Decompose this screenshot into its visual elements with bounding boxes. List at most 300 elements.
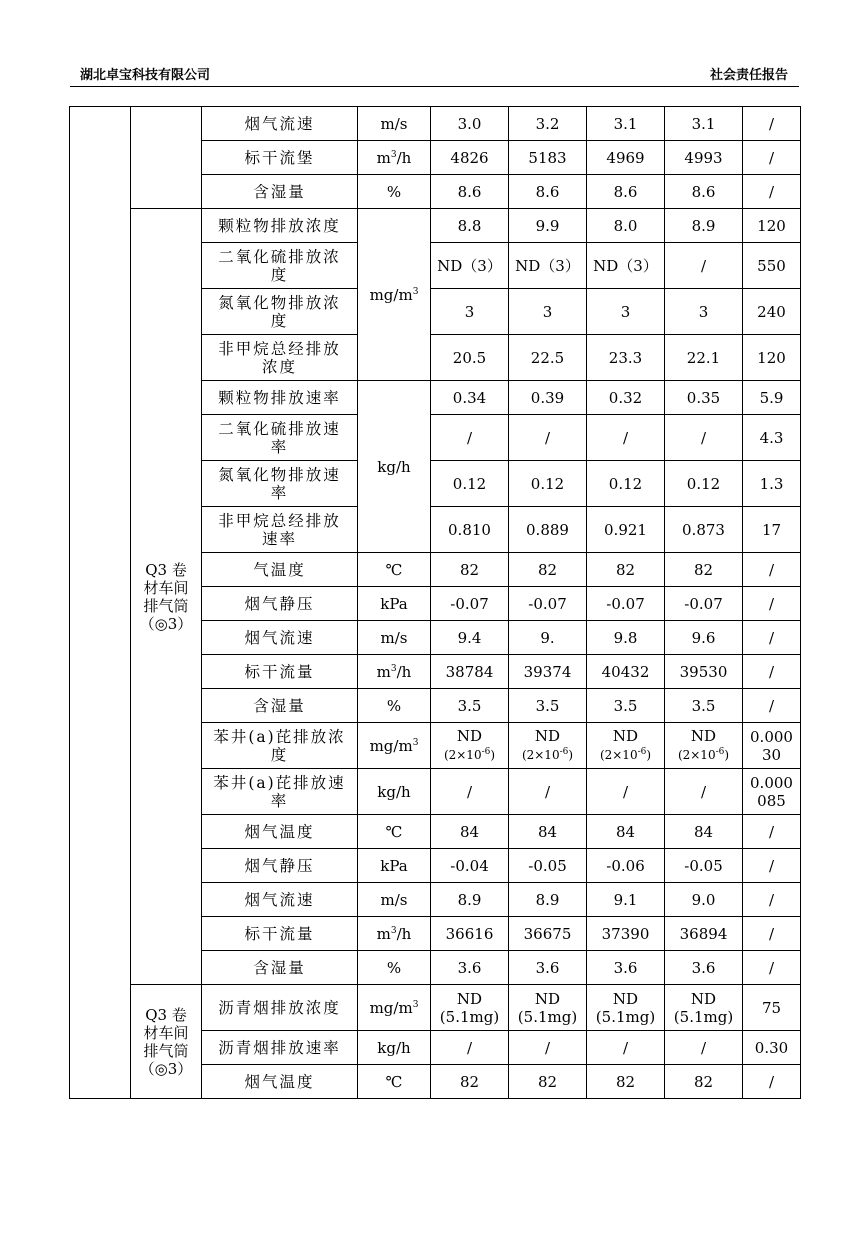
value-cell xyxy=(509,849,587,883)
cell-text: 085 xyxy=(757,791,786,810)
value-cell xyxy=(587,335,665,381)
cell-text: / xyxy=(768,890,775,909)
cell-text: -0.04 xyxy=(450,856,489,875)
cell-text: ND xyxy=(456,989,483,1008)
cell-text: kg/h xyxy=(377,457,411,476)
det-tail: ) xyxy=(568,748,574,762)
unit-cell xyxy=(358,951,431,985)
cell-text: 材车间 xyxy=(143,1023,189,1042)
value-cell xyxy=(665,951,743,985)
cell-text: -0.07 xyxy=(450,594,489,613)
cell-text: 烟气流速 xyxy=(244,114,315,133)
cell-text: 40432 xyxy=(601,662,650,681)
unit-cell xyxy=(358,621,431,655)
item-name xyxy=(202,381,358,415)
cell-text: 9.6 xyxy=(691,628,716,647)
value-cell xyxy=(431,1031,509,1065)
cell-text: 3.0 xyxy=(457,114,482,133)
cell-text: 3.5 xyxy=(691,696,716,715)
cell-text: m/s xyxy=(380,890,408,909)
value-cell xyxy=(665,289,743,335)
cell-text: 0.921 xyxy=(604,520,647,539)
cell-text: / xyxy=(544,428,551,447)
cell-text: 8.6 xyxy=(457,182,482,201)
nd-label: ND xyxy=(534,727,561,745)
cell-text: 烟气温度 xyxy=(244,822,315,841)
value-cell xyxy=(431,461,509,507)
cell-text: 率 xyxy=(270,483,289,502)
value-cell xyxy=(587,415,665,461)
cell-text: 率 xyxy=(270,791,289,810)
cell-text: / xyxy=(544,782,551,801)
limit-cell xyxy=(743,587,801,621)
value-cell xyxy=(509,621,587,655)
item-name xyxy=(202,769,358,815)
cell-text: 3.1 xyxy=(613,114,638,133)
detection-limit xyxy=(600,748,651,762)
unit-base: m xyxy=(376,148,391,167)
cell-text: -0.06 xyxy=(606,856,645,875)
limit-cell xyxy=(743,689,801,723)
cell-text: （◎3） xyxy=(139,1059,193,1078)
limit-cell xyxy=(743,849,801,883)
table-row xyxy=(70,985,801,1031)
value-cell xyxy=(431,381,509,415)
limit-cell xyxy=(743,985,801,1031)
header-report-title: 社会责任报告 xyxy=(709,68,788,83)
item-name xyxy=(202,553,358,587)
table-row xyxy=(70,107,801,141)
cell-text: 82 xyxy=(693,560,714,579)
cell-text: 苯井(a)芘排放速 xyxy=(213,773,346,792)
value-cell xyxy=(665,209,743,243)
cell-text: 速率 xyxy=(261,529,297,548)
cell-text: 氮氧化物排放速 xyxy=(218,465,341,484)
cell-text: 烟气静压 xyxy=(244,856,315,875)
value-cell xyxy=(431,849,509,883)
value-cell xyxy=(587,655,665,689)
value-cell xyxy=(431,655,509,689)
cell-text: 二氧化硫排放速 xyxy=(218,419,341,438)
cell-text: 非甲烷总经排放 xyxy=(218,339,341,358)
value-cell xyxy=(665,141,743,175)
limit-cell xyxy=(743,723,801,769)
unit-cell xyxy=(358,553,431,587)
det-text: (2×10 xyxy=(443,748,482,762)
cell-text: 120 xyxy=(757,348,786,367)
cell-text: 3 xyxy=(698,302,709,321)
unit-cell xyxy=(358,917,431,951)
value-cell xyxy=(665,381,743,415)
cell-text: 550 xyxy=(757,256,786,275)
value-cell xyxy=(587,209,665,243)
cell-text: 标干流堡 xyxy=(244,148,315,167)
cell-text: 8.6 xyxy=(613,182,638,201)
value-cell xyxy=(509,917,587,951)
cell-text: 率 xyxy=(270,437,289,456)
value-cell xyxy=(587,141,665,175)
limit-cell xyxy=(743,553,801,587)
value-cell xyxy=(431,723,509,769)
cell-text: 材车间 xyxy=(143,578,189,597)
cell-text: -0.07 xyxy=(684,594,723,613)
cell-text: 23.3 xyxy=(608,348,643,367)
det-text: (2×10 xyxy=(599,748,638,762)
value-cell xyxy=(587,621,665,655)
limit-cell xyxy=(743,815,801,849)
cell-text: 4.3 xyxy=(759,428,784,447)
cell-text: ND xyxy=(612,989,639,1008)
limit-cell xyxy=(743,243,801,289)
value-cell xyxy=(587,723,665,769)
cell-text: Q3 卷 xyxy=(145,1005,187,1024)
cell-text: 1.3 xyxy=(759,474,784,493)
limit-cell xyxy=(743,1065,801,1099)
cell-text: 3.6 xyxy=(691,958,716,977)
cell-text: 9.4 xyxy=(457,628,482,647)
cell-text: / xyxy=(700,1038,707,1057)
det-text: (2×10 xyxy=(521,748,560,762)
limit-cell xyxy=(743,883,801,917)
item-name xyxy=(202,587,358,621)
cell-text: 3.6 xyxy=(535,958,560,977)
value-cell xyxy=(509,553,587,587)
value-cell xyxy=(509,1031,587,1065)
cell-text: 37390 xyxy=(601,924,650,943)
cell-text: 5.9 xyxy=(759,388,784,407)
unit-tail: /h xyxy=(396,924,412,943)
blank-column xyxy=(70,107,131,1099)
cell-text: / xyxy=(700,428,707,447)
limit-cell xyxy=(743,769,801,815)
item-name xyxy=(202,1031,358,1065)
cell-text: / xyxy=(768,856,775,875)
value-cell xyxy=(431,587,509,621)
cell-text: 17 xyxy=(761,520,782,539)
det-exponent: -6 xyxy=(637,747,647,757)
cell-text: / xyxy=(768,696,775,715)
cell-text: 3.5 xyxy=(457,696,482,715)
value-cell xyxy=(665,415,743,461)
cell-text: 3.6 xyxy=(457,958,482,977)
limit-cell xyxy=(743,461,801,507)
cell-text: 8.9 xyxy=(535,890,560,909)
value-cell xyxy=(431,507,509,553)
cell-text: 含湿量 xyxy=(253,696,306,715)
cell-text: 0.32 xyxy=(608,388,643,407)
unit-base: m xyxy=(376,924,391,943)
value-cell xyxy=(431,335,509,381)
value-cell xyxy=(509,1065,587,1099)
value-cell xyxy=(587,107,665,141)
value-cell xyxy=(509,107,587,141)
item-name xyxy=(202,243,358,289)
item-name xyxy=(202,415,358,461)
cell-text: ℃ xyxy=(385,1072,403,1091)
value-cell xyxy=(587,507,665,553)
value-cell xyxy=(509,951,587,985)
value-cell xyxy=(431,289,509,335)
item-name xyxy=(202,655,358,689)
cell-text: 沥青烟排放速率 xyxy=(218,1038,341,1057)
cell-text: 36616 xyxy=(445,924,494,943)
value-cell xyxy=(587,917,665,951)
item-name xyxy=(202,507,358,553)
cell-text: 标干流量 xyxy=(244,662,315,681)
cell-text: 3 xyxy=(542,302,553,321)
cell-text: 浓度 xyxy=(261,357,297,376)
value-cell xyxy=(431,141,509,175)
cell-text: 9.0 xyxy=(691,890,716,909)
cell-text: 沥青烟排放浓度 xyxy=(218,998,341,1017)
cell-text: 9.9 xyxy=(535,216,560,235)
item-name xyxy=(202,849,358,883)
item-name xyxy=(202,175,358,209)
cell-text: Q3 卷 xyxy=(145,560,187,579)
limit-cell xyxy=(743,415,801,461)
value-cell xyxy=(665,553,743,587)
item-name xyxy=(202,985,358,1031)
unit-base: mg/m xyxy=(369,998,413,1017)
unit-base: m xyxy=(376,662,391,681)
cell-text: / xyxy=(768,148,775,167)
monitoring-table xyxy=(69,106,801,1099)
cell-text: 75 xyxy=(761,998,782,1017)
cell-text: 标干流量 xyxy=(244,924,315,943)
cell-text: 4993 xyxy=(684,148,723,167)
item-name xyxy=(202,335,358,381)
cell-text: ND xyxy=(690,989,717,1008)
cell-text: 3 xyxy=(464,302,475,321)
value-cell xyxy=(431,553,509,587)
cell-text: ℃ xyxy=(385,822,403,841)
cell-text: / xyxy=(700,782,707,801)
unit-cell xyxy=(358,1031,431,1065)
cell-text: ND（3） xyxy=(437,256,502,275)
unit-cell xyxy=(358,381,431,553)
cell-text: / xyxy=(622,1038,629,1057)
cell-text: 氮氧化物排放浓 xyxy=(218,293,341,312)
cell-text: 含湿量 xyxy=(253,182,306,201)
cell-text: / xyxy=(768,822,775,841)
value-cell xyxy=(587,381,665,415)
det-tail: ) xyxy=(724,748,730,762)
cell-text: 度 xyxy=(270,745,289,764)
unit-cell xyxy=(358,1065,431,1099)
item-name xyxy=(202,289,358,335)
value-cell xyxy=(587,985,665,1031)
cell-text: 0.000 xyxy=(750,773,793,792)
unit-superscript: 3 xyxy=(412,999,419,1010)
unit-tail: /h xyxy=(396,148,412,167)
cell-text: 0.000 xyxy=(750,727,793,746)
cell-text: 84 xyxy=(693,822,714,841)
blank-location xyxy=(131,107,202,209)
value-cell xyxy=(665,769,743,815)
value-cell xyxy=(431,689,509,723)
cell-text: kg/h xyxy=(377,1038,411,1057)
item-name xyxy=(202,141,358,175)
value-cell xyxy=(509,507,587,553)
item-name xyxy=(202,621,358,655)
cell-text: -0.05 xyxy=(528,856,567,875)
limit-cell xyxy=(743,335,801,381)
value-cell xyxy=(665,243,743,289)
item-name xyxy=(202,461,358,507)
value-cell xyxy=(665,1065,743,1099)
cell-text: 36675 xyxy=(523,924,572,943)
unit-cell xyxy=(358,769,431,815)
value-cell xyxy=(665,107,743,141)
unit-base: mg/m xyxy=(369,285,413,304)
value-cell xyxy=(431,243,509,289)
limit-cell xyxy=(743,381,801,415)
value-cell xyxy=(665,335,743,381)
cell-text: 二氧化硫排放浓 xyxy=(218,247,341,266)
value-cell xyxy=(587,243,665,289)
limit-cell xyxy=(743,289,801,335)
cell-text: 0.889 xyxy=(526,520,569,539)
value-cell xyxy=(509,985,587,1031)
value-cell xyxy=(665,655,743,689)
value-cell xyxy=(587,175,665,209)
cell-text: 3.2 xyxy=(535,114,560,133)
cell-text: 82 xyxy=(459,560,480,579)
cell-text: 36894 xyxy=(679,924,728,943)
cell-text: 烟气流速 xyxy=(244,890,315,909)
cell-text: 颗粒物排放浓度 xyxy=(218,216,341,235)
value-cell xyxy=(431,1065,509,1099)
location-cell xyxy=(131,209,202,985)
unit-base: mg/m xyxy=(369,736,413,755)
cell-text: 3.5 xyxy=(535,696,560,715)
value-cell xyxy=(587,1065,665,1099)
cell-text: 84 xyxy=(537,822,558,841)
cell-text: 含湿量 xyxy=(253,958,306,977)
cell-text: / xyxy=(622,782,629,801)
unit-cell xyxy=(358,883,431,917)
cell-text: 240 xyxy=(757,302,786,321)
item-name xyxy=(202,951,358,985)
nd-label: ND xyxy=(456,727,483,745)
value-cell xyxy=(587,689,665,723)
cell-text: 度 xyxy=(270,311,289,330)
cell-text: 气温度 xyxy=(253,560,306,579)
cell-text: 9.8 xyxy=(613,628,638,647)
cell-text: / xyxy=(466,782,473,801)
cell-text: m/s xyxy=(380,114,408,133)
cell-text: / xyxy=(768,924,775,943)
cell-text: 82 xyxy=(615,560,636,579)
cell-text: / xyxy=(768,1072,775,1091)
value-cell xyxy=(587,1031,665,1065)
limit-cell xyxy=(743,507,801,553)
unit-superscript: 3 xyxy=(412,286,419,297)
cell-text: 0.12 xyxy=(686,474,721,493)
cell-text: 3.1 xyxy=(691,114,716,133)
location-cell xyxy=(131,985,202,1099)
value-cell xyxy=(431,883,509,917)
value-cell xyxy=(665,815,743,849)
limit-cell xyxy=(743,1031,801,1065)
unit-superscript: 3 xyxy=(390,149,397,160)
cell-text: 排气筒 xyxy=(143,596,189,615)
value-cell xyxy=(665,1031,743,1065)
cell-text: / xyxy=(768,182,775,201)
value-cell xyxy=(509,587,587,621)
unit-cell xyxy=(358,723,431,769)
cell-text: / xyxy=(768,560,775,579)
limit-cell xyxy=(743,175,801,209)
item-name xyxy=(202,883,358,917)
cell-text: % xyxy=(386,958,402,977)
value-cell xyxy=(587,289,665,335)
unit-cell xyxy=(358,107,431,141)
value-cell xyxy=(431,415,509,461)
value-cell xyxy=(509,815,587,849)
cell-text: 120 xyxy=(757,216,786,235)
cell-text: -0.07 xyxy=(528,594,567,613)
cell-text: 非甲烷总经排放 xyxy=(218,511,341,530)
value-cell xyxy=(587,769,665,815)
cell-text: 8.8 xyxy=(457,216,482,235)
det-exponent: -6 xyxy=(559,747,569,757)
item-name xyxy=(202,107,358,141)
cell-text: / xyxy=(768,958,775,977)
unit-cell xyxy=(358,209,431,381)
value-cell xyxy=(665,507,743,553)
limit-cell xyxy=(743,951,801,985)
cell-text: 0.873 xyxy=(682,520,725,539)
value-cell xyxy=(509,769,587,815)
cell-text: 度 xyxy=(270,265,289,284)
cell-text: 39530 xyxy=(679,662,728,681)
cell-text: / xyxy=(768,662,775,681)
cell-text: 0.34 xyxy=(452,388,487,407)
value-cell xyxy=(587,815,665,849)
cell-text: 84 xyxy=(459,822,480,841)
value-cell xyxy=(431,951,509,985)
value-cell xyxy=(587,553,665,587)
det-tail: ) xyxy=(646,748,652,762)
cell-text: 3.5 xyxy=(613,696,638,715)
limit-cell xyxy=(743,621,801,655)
cell-text: 烟气温度 xyxy=(244,1072,315,1091)
cell-text: 30 xyxy=(761,745,782,764)
det-text: (2×10 xyxy=(677,748,716,762)
limit-cell xyxy=(743,655,801,689)
cell-text: -0.05 xyxy=(684,856,723,875)
header-divider xyxy=(70,86,799,87)
item-name xyxy=(202,815,358,849)
cell-text: ℃ xyxy=(385,560,403,579)
value-cell xyxy=(431,815,509,849)
value-cell xyxy=(665,849,743,883)
cell-text: 0.30 xyxy=(754,1038,789,1057)
table-row xyxy=(70,209,801,243)
value-cell xyxy=(431,209,509,243)
cell-text: 8.6 xyxy=(535,182,560,201)
value-cell xyxy=(665,175,743,209)
value-cell xyxy=(431,917,509,951)
unit-superscript: 3 xyxy=(412,737,419,748)
cell-text: 82 xyxy=(693,1072,714,1091)
value-cell xyxy=(509,689,587,723)
value-cell xyxy=(509,175,587,209)
unit-cell xyxy=(358,141,431,175)
det-tail: ) xyxy=(490,748,496,762)
unit-superscript: 3 xyxy=(390,925,397,936)
